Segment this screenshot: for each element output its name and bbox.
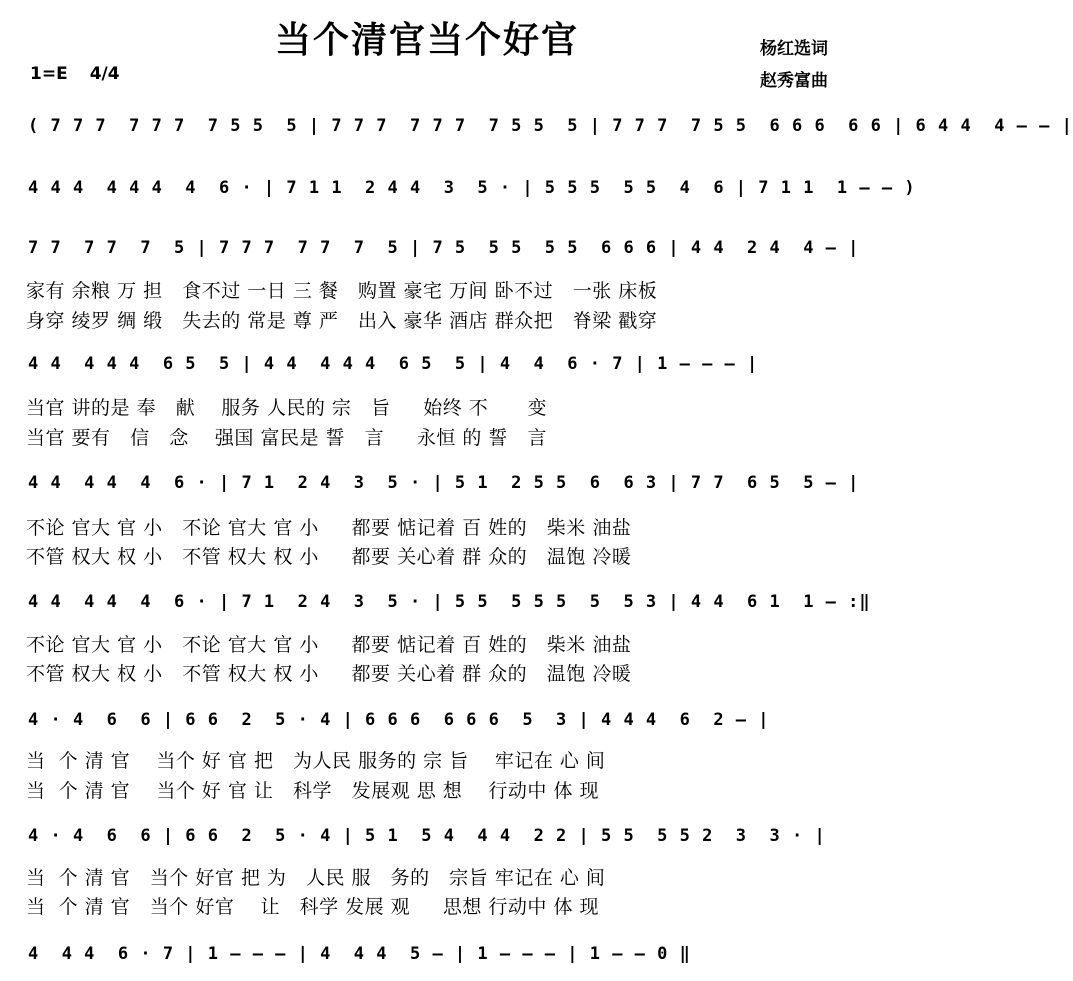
staff-notes-2: 4 4 4 4 4 4 4 6 · | 7 1 1 2 4 4 3 5 · | 5 5 5 5 5 4 6 | 7 1 1 1 – – ) [28,178,916,198]
time-signature-label: 4/4 [89,64,120,84]
lyricist-credit: 杨红选词 [760,39,828,59]
lyric-line: 家有 余粮 万 担 食不过 一日 三 餐 购置 豪宅 万间 卧不过 一张 床板 [26,280,658,302]
lyric-line: 身穿 绫罗 绸 缎 失去的 常是 尊 严 出入 豪华 酒店 群众把 脊梁 戳穿 [26,310,658,332]
lyric-line: 当官 要有 信 念 强国 富民是 誓 言 永恒 的 誓 言 [26,427,548,449]
lyric-line: 当 个 清 官 当个 好 官 把 为人民 服务的 宗 旨 牢记在 心 间 [26,750,606,772]
staff-notes-1: ( 7 7 7 7 7 7 7 5 5 5 | 7 7 7 7 7 7 7 5 5 5 | 7 7 7 7 5 5 6 6 6 6 6 | 6 4 4 4 – – | [28,116,1073,136]
key-label: 1=E [30,64,68,84]
staff-notes-3: 7 7 7 7 7 5 | 7 7 7 7 7 7 5 | 7 5 5 5 5 5 6 6 6 | 4 4 2 4 4 – | [28,238,860,258]
staff-notes-7: 4 · 4 6 6 | 6 6 2 5 · 4 | 6 6 6 6 6 6 5 3 | 4 4 4 6 2 – | [28,710,770,730]
song-title: 当个清官当个好官 [274,20,579,61]
lyric-line: 当 个 清 官 当个 好 官 让 科学 发展观 思 想 行动中 体 现 [26,780,599,802]
lyric-line: 不管 权大 权 小 不管 权大 权 小 都要 关心着 群 众的 温饱 冷暖 [26,663,632,685]
staff-notes-8: 4 · 4 6 6 | 6 6 2 5 · 4 | 5 1 5 4 4 4 2 2 | 5 5 5 5 2 3 3 · | [28,826,826,846]
staff-notes-9: 4 4 4 6 · 7 | 1 – – – | 4 4 4 5 – | 1 – – – | 1 – – 0 ‖ [28,944,691,964]
lyric-line: 当 个 清 官 当个 好官 把 为 人民 服 务的 宗旨 牢记在 心 间 [26,867,606,889]
staff-notes-5: 4 4 4 4 4 6 · | 7 1 2 4 3 5 · | 5 1 2 5 5 6 6 3 | 7 7 6 5 5 – | [28,473,860,493]
composer-credit: 赵秀富曲 [760,71,828,91]
key-signature [30,64,142,84]
lyric-line: 不论 官大 官 小 不论 官大 官 小 都要 惦记着 百 姓的 柴米 油盐 [26,634,632,656]
lyric-line: 不管 权大 权 小 不管 权大 权 小 都要 关心着 群 众的 温饱 冷暖 [26,546,632,568]
lyric-line: 不论 官大 官 小 不论 官大 官 小 都要 惦记着 百 姓的 柴米 油盐 [26,517,632,539]
lyric-line: 当官 讲的是 奉 献 服务 人民的 宗 旨 始终 不 变 [26,397,548,419]
staff-notes-4: 4 4 4 4 4 6 5 5 | 4 4 4 4 4 6 5 5 | 4 4 6 · 7 | 1 – – – | [28,354,759,374]
staff-notes-6: 4 4 4 4 4 6 · | 7 1 2 4 3 5 · | 5 5 5 5 5 5 5 3 | 4 4 6 1 1 – :‖ [28,592,871,612]
lyric-line: 当 个 清 官 当个 好官 让 科学 发展 观 思想 行动中 体 现 [26,896,599,918]
